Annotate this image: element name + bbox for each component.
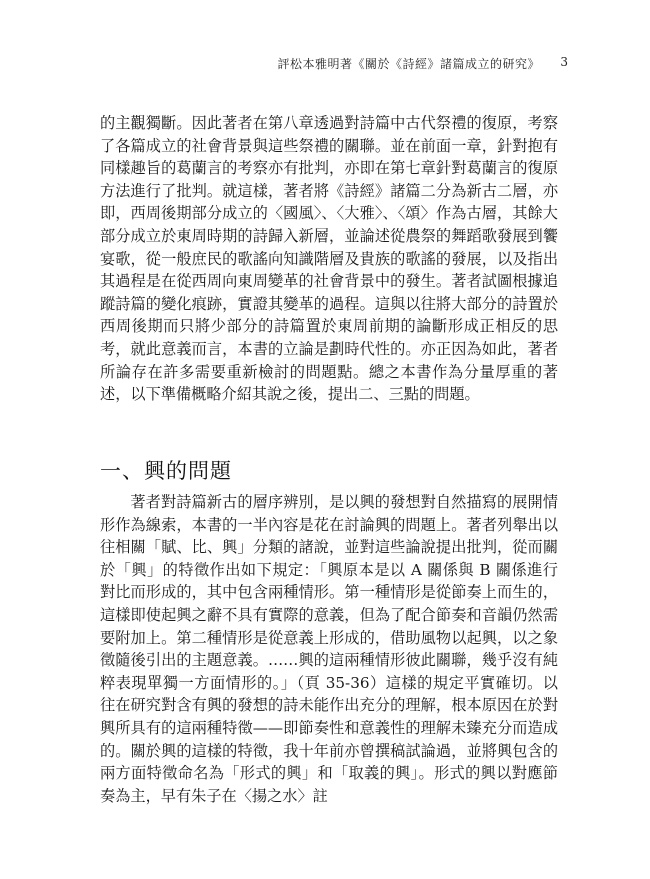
page-number: 3 <box>560 55 568 69</box>
body-paragraph-2: 著者對詩篇新古的層序辨別，是以興的發想對自然描寫的展開情形作為線索，本書的一半內容是花在討論興的問題上。著者列舉出以往相關「賦、比、興」分類的諸說，並對這些論說提出批判，從而關於「興」的特徵作出如下規定：「興原本是以 A 關係與 B 關係進行對比而形成的，其中包含兩種情形。第一種情形是從節奏上而生的，這樣即使起興之辭不具有實際的意義，但為了配合節奏和音韻仍然需要附加上。第二種情形是從意義上形成的，借助風物以起興，以之象徵隨後引出的主題意義。……興的這兩種情形彼此關聯，幾乎沒有純粹表現單獨一方面情形的。」（頁 35-36）這樣的規定平實確切。以往在研究對含有興的發想的詩未能作出充分的理解，根本原因在於對興所具有的這兩種特徵——即節奏性和意義性的理解未臻充分而造成的。關於興的這樣的特徵，我十年前亦曾撰稿試論過，並將興包含的兩方面特徵命名為「形式的興」和「取義的興」。形式的興以對應節奏為主，早有朱子在〈揚之水〉註 <box>100 493 558 805</box>
body-paragraph-1: 的主觀獨斷。因此著者在第八章透過對詩篇中古代祭禮的復原，考察了各篇成立的社會背景與這些祭禮的關聯。並在前面一章，針對抱有同樣趣旨的葛蘭言的考察亦有批判，亦即在第七章針對葛蘭言的復原方法進行了批判。就這樣，著者將《詩經》諸篇二分為新古二層，亦即，西周後期部分成立的〈國風〉、〈大雅〉、〈頌〉作為古層，其餘大部分成立於東周時期的詩歸入新層，並論述從農祭的舞蹈歌發展到饗宴歌，從一般庶民的歌謠向知識階層及貴族的歌謠的發展，以及指出其過程是在從西周向東周變革的社會背景中的發生。著者試圖根據追蹤詩篇的變化痕跡，實證其變革的過程。這與以往將大部分的詩置於西周後期而只將少部分的詩篇置於東周前期的論斷形成正相反的思考，就此意義而言，本書的立論是劃時代性的。亦正因為如此，著者所論存在許多需要重新檢討的問題點。總之本書作為分量厚重的著述，以下準備概略介紹其說之後，提出二、三點的問題。 <box>100 114 558 404</box>
section-heading: 一、興的問題 <box>100 459 232 483</box>
header-book-title: 評松本雅明著《關於《詩經》諸篇成立的研究》 <box>277 57 540 71</box>
